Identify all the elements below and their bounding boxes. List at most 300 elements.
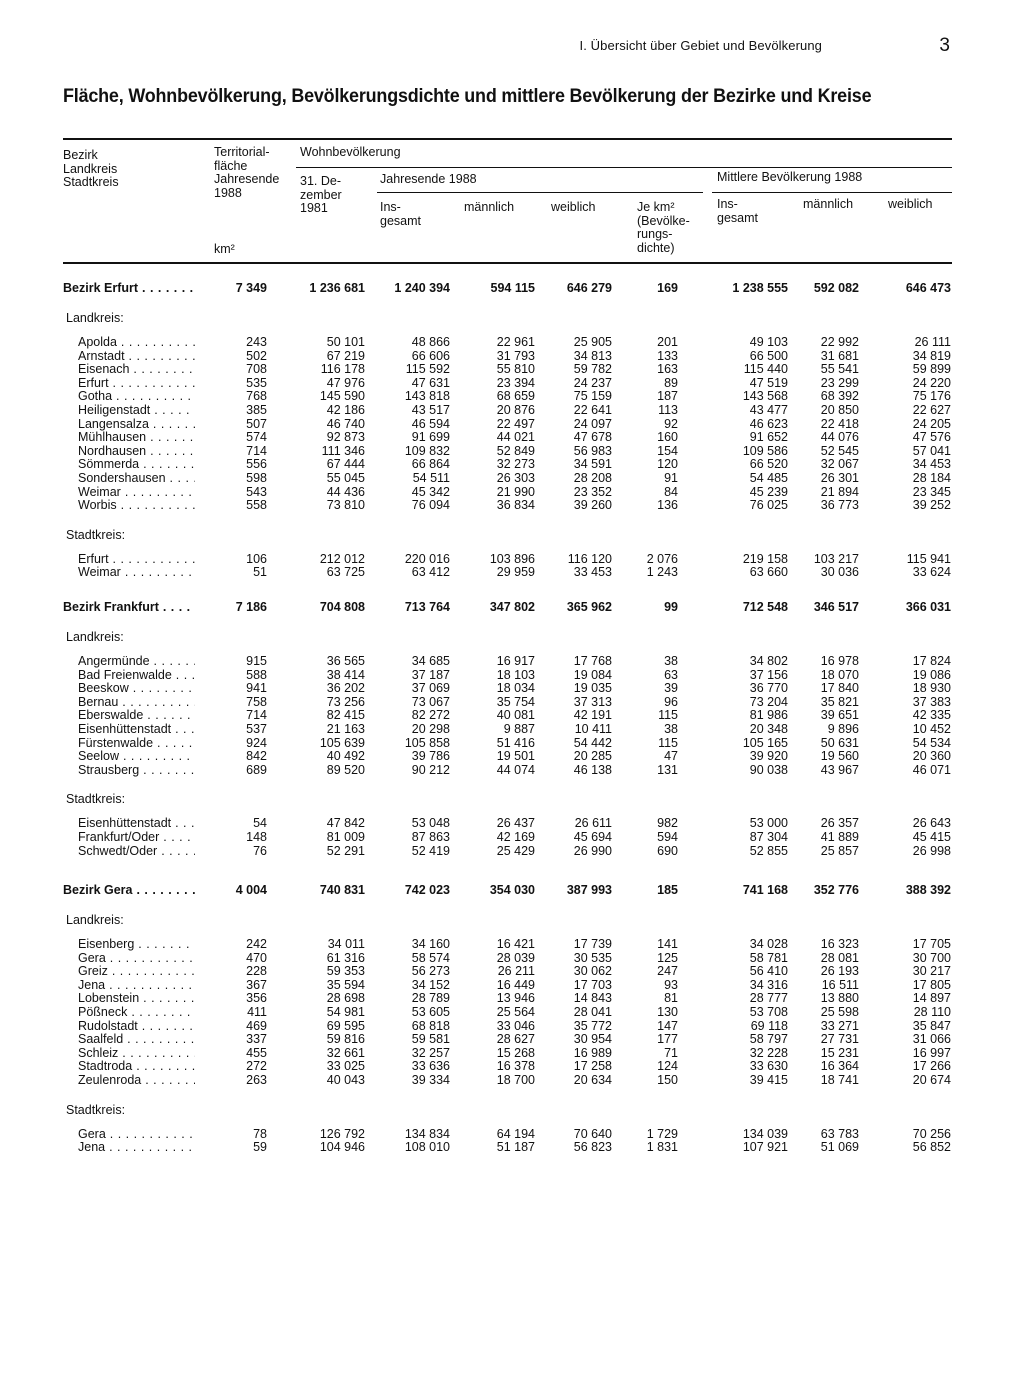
- stadtkreis-row-area: 59: [253, 1140, 267, 1155]
- landkreis-row-weiblich-1988: 34 813: [573, 348, 612, 363]
- landkreis-row-weiblich-1988: 54 442: [573, 735, 612, 750]
- stadtkreis-row-weiblich-1988: 26 611: [574, 816, 612, 831]
- landkreis-row-maennlich-1988: 22 961: [496, 335, 535, 349]
- stadtkreis-row-name: Erfurt . . .: [78, 552, 195, 566]
- landkreis-row-mittlere-maennlich: 15 231: [820, 1045, 859, 1060]
- landkreis-row-insgesamt-1988: 34 685: [411, 654, 450, 668]
- landkreis-row-maennlich-1988: 36 834: [496, 498, 535, 513]
- stadtkreis-row-insgesamt-1988: 63 412: [411, 565, 450, 580]
- landkreis-row-mittlere-insgesamt: 81 986: [749, 708, 788, 723]
- landkreis-row-insgesamt-1988: 39 786: [411, 749, 450, 764]
- landkreis-row-area: 469: [246, 1018, 267, 1033]
- landkreis-row-insgesamt-1988: 143 818: [404, 389, 450, 404]
- landkreis-row-maennlich-1988: 51 416: [496, 735, 535, 750]
- landkreis-row-dichte: 124: [657, 1059, 678, 1074]
- landkreis-row-maennlich-1988: 52 849: [496, 443, 535, 458]
- landkreis-row-name: Seelow . . .: [78, 749, 195, 763]
- stadtkreis-row-area: 76: [253, 843, 267, 858]
- landkreis-row-wohn-1981: 36 565: [326, 654, 365, 668]
- landkreis-row-area: 714: [246, 708, 267, 723]
- landkreis-row-name: Langensalza . . .: [78, 417, 195, 431]
- landkreis-row-mittlere-insgesamt: 53 708: [749, 1005, 788, 1019]
- stadtkreis-row-area: 106: [246, 551, 267, 566]
- running-head: [0, 35, 1024, 62]
- bezirk-row-maennlich-1988: 347 802: [489, 600, 535, 614]
- landkreis-row-area: 228: [246, 964, 267, 979]
- header-m-maennlich: männlich: [803, 197, 854, 211]
- landkreis-row-maennlich-1988: 26 303: [496, 471, 535, 485]
- landkreis-label: Landkreis:: [66, 630, 124, 644]
- bezirk-row-dichte: 99: [664, 600, 678, 614]
- landkreis-row-maennlich-1988: 16 378: [496, 1059, 535, 1074]
- landkreis-row-mittlere-maennlich: 25 598: [820, 1005, 859, 1019]
- landkreis-row-mittlere-weiblich: 24 205: [912, 416, 951, 431]
- landkreis-row-name: Eberswalde . . .: [78, 708, 195, 722]
- landkreis-row-insgesamt-1988: 37 069: [411, 681, 450, 696]
- landkreis-row-mittlere-weiblich: 17 824: [912, 654, 951, 668]
- landkreis-row-name: Saalfeld . . .: [78, 1032, 195, 1046]
- landkreis-row-mittlere-insgesamt: 66 500: [749, 348, 788, 363]
- header-mittlere: Mittlere Bevölkerung 1988: [717, 170, 863, 184]
- bezirk-row-mittlere-weiblich: 366 031: [905, 600, 951, 614]
- landkreis-row-wohn-1981: 47 976: [326, 375, 365, 390]
- landkreis-row-weiblich-1988: 10 411: [574, 722, 612, 736]
- landkreis-row-weiblich-1988: 17 258: [573, 1059, 612, 1074]
- landkreis-row-maennlich-1988: 40 081: [496, 708, 535, 723]
- landkreis-row-dichte: 177: [657, 1032, 678, 1047]
- bezirk-row-mittlere-weiblich: 646 473: [905, 281, 951, 295]
- stadtkreis-row-mittlere-insgesamt: 219 158: [742, 551, 788, 566]
- stadtkreis-row-maennlich-1988: 26 437: [496, 816, 535, 831]
- landkreis-row-name: Nordhausen . . .: [78, 444, 195, 458]
- landkreis-row-insgesamt-1988: 66 606: [411, 348, 450, 363]
- landkreis-row-weiblich-1988: 30 062: [573, 964, 612, 979]
- landkreis-row-maennlich-1988: 26 211: [497, 964, 535, 979]
- bezirk-row-mittlere-maennlich: 592 082: [813, 281, 859, 295]
- landkreis-row-wohn-1981: 33 025: [326, 1059, 365, 1074]
- landkreis-row-mittlere-insgesamt: 45 239: [749, 484, 788, 499]
- bezirk-row-area: 7 349: [235, 281, 267, 295]
- landkreis-row-area: 758: [246, 694, 267, 709]
- landkreis-row-maennlich-1988: 44 021: [496, 430, 535, 445]
- header-top-rule: [63, 138, 952, 140]
- landkreis-row-name: Heiligenstadt . . .: [78, 403, 195, 417]
- landkreis-row-dichte: 71: [664, 1045, 678, 1060]
- landkreis-row-mittlere-maennlich: 22 418: [820, 416, 859, 431]
- landkreis-row-mittlere-weiblich: 35 847: [912, 1018, 951, 1033]
- landkreis-row-name: Schleiz . . .: [78, 1046, 195, 1060]
- landkreis-row-wohn-1981: 67 219: [326, 348, 365, 363]
- landkreis-row-mittlere-maennlich: 36 773: [820, 498, 859, 513]
- landkreis-row-wohn-1981: 55 045: [326, 471, 365, 485]
- landkreis-row-maennlich-1988: 16 917: [496, 654, 535, 668]
- landkreis-row-maennlich-1988: 23 394: [496, 375, 535, 390]
- stadtkreis-row-maennlich-1988: 29 959: [496, 565, 535, 580]
- landkreis-row-area: 588: [246, 667, 267, 682]
- header-region: Bezirk Landkreis Stadtkreis: [63, 148, 119, 189]
- landkreis-row-mittlere-weiblich: 24 220: [912, 375, 951, 390]
- landkreis-row-insgesamt-1988: 33 636: [411, 1059, 450, 1074]
- landkreis-row-name: Jena . . .: [78, 978, 195, 992]
- stadtkreis-row-wohn-1981: 104 946: [319, 1140, 365, 1155]
- bezirk-row-dichte: 185: [657, 883, 678, 897]
- landkreis-row-wohn-1981: 46 740: [326, 416, 365, 431]
- landkreis-row-insgesamt-1988: 59 581: [411, 1032, 450, 1047]
- landkreis-row-weiblich-1988: 17 739: [573, 937, 612, 951]
- bezirk-row-maennlich-1988: 354 030: [489, 883, 535, 897]
- landkreis-row-area: 242: [246, 937, 267, 951]
- landkreis-row-maennlich-1988: 55 810: [496, 362, 535, 377]
- landkreis-row-dichte: 92: [664, 416, 678, 431]
- stadtkreis-row-weiblich-1988: 45 694: [573, 830, 612, 844]
- landkreis-row-insgesamt-1988: 90 212: [411, 762, 450, 777]
- landkreis-row-dichte: 154: [657, 443, 678, 458]
- landkreis-row-mittlere-insgesamt: 28 777: [749, 991, 788, 1006]
- stadtkreis-row-insgesamt-1988: 220 016: [404, 551, 450, 566]
- landkreis-row-weiblich-1988: 37 313: [573, 694, 612, 709]
- landkreis-row-insgesamt-1988: 73 067: [411, 694, 450, 709]
- landkreis-row-wohn-1981: 67 444: [326, 457, 365, 472]
- landkreis-row-mittlere-insgesamt: 34 316: [749, 977, 788, 992]
- landkreis-row-wohn-1981: 32 661: [326, 1045, 365, 1060]
- header-weiblich: weiblich: [551, 200, 596, 214]
- landkreis-row-mittlere-maennlich: 44 076: [820, 430, 859, 445]
- stadtkreis-row-maennlich-1988: 51 187: [496, 1140, 535, 1155]
- stadtkreis-row-mittlere-maennlich: 25 857: [820, 843, 859, 858]
- landkreis-row-mittlere-insgesamt: 105 165: [742, 735, 788, 750]
- stadtkreis-row-mittlere-weiblich: 70 256: [912, 1126, 951, 1141]
- landkreis-row-mittlere-weiblich: 42 335: [912, 708, 951, 723]
- landkreis-row-mittlere-weiblich: 34 453: [912, 457, 951, 472]
- landkreis-row-maennlich-1988: 18 103: [496, 667, 535, 682]
- landkreis-row-insgesamt-1988: 20 298: [411, 722, 450, 736]
- stadtkreis-row-name: Jena . . .: [78, 1140, 195, 1154]
- landkreis-row-mittlere-insgesamt: 69 118: [750, 1018, 788, 1033]
- landkreis-row-wohn-1981: 59 816: [326, 1032, 365, 1047]
- bezirk-row-mittlere-insgesamt: 1 238 555: [732, 281, 788, 295]
- landkreis-row-area: 470: [246, 950, 267, 965]
- landkreis-row-insgesamt-1988: 68 818: [411, 1018, 450, 1033]
- stadtkreis-row-mittlere-maennlich: 30 036: [820, 565, 859, 580]
- running-title: I. Übersicht über Gebiet und Bevölkerung: [579, 38, 822, 53]
- stadtkreis-row-insgesamt-1988: 53 048: [411, 816, 450, 831]
- landkreis-row-dichte: 160: [657, 430, 678, 445]
- landkreis-row-wohn-1981: 105 639: [319, 735, 365, 750]
- stadtkreis-row-mittlere-maennlich: 103 217: [813, 551, 859, 566]
- bezirk-row-insgesamt-1988: 1 240 394: [394, 281, 450, 295]
- landkreis-row-area: 272: [246, 1059, 267, 1074]
- landkreis-row-dichte: 38: [664, 722, 678, 736]
- landkreis-row-mittlere-insgesamt: 43 477: [749, 403, 788, 417]
- landkreis-row-dichte: 201: [657, 335, 678, 349]
- landkreis-row-wohn-1981: 92 873: [326, 430, 365, 445]
- bezirk-row-mittlere-insgesamt: 741 168: [742, 883, 788, 897]
- landkreis-row-dichte: 247: [657, 964, 678, 979]
- landkreis-label: Landkreis:: [66, 913, 124, 927]
- landkreis-row-area: 574: [246, 430, 267, 445]
- header-bottom-rule: [63, 262, 952, 264]
- landkreis-row-mittlere-maennlich: 27 731: [820, 1032, 859, 1047]
- landkreis-row-name: Gotha . . .: [78, 389, 195, 403]
- landkreis-row-mittlere-maennlich: 20 850: [820, 403, 859, 417]
- stadtkreis-row-area: 51: [253, 565, 267, 580]
- landkreis-row-mittlere-weiblich: 47 576: [912, 430, 951, 445]
- header-wohnbevoelkerung: Wohnbevölkerung: [300, 145, 401, 159]
- landkreis-row-area: 385: [246, 403, 267, 417]
- landkreis-row-mittlere-maennlich: 19 560: [820, 749, 859, 764]
- landkreis-row-weiblich-1988: 28 041: [573, 1005, 612, 1019]
- landkreis-row-mittlere-weiblich: 75 176: [912, 389, 951, 404]
- header-jahresende-1988: Jahresende 1988: [380, 172, 477, 186]
- landkreis-row-weiblich-1988: 17 768: [573, 654, 612, 668]
- landkreis-row-weiblich-1988: 20 634: [573, 1073, 612, 1087]
- stadtkreis-row-weiblich-1988: 33 453: [573, 565, 612, 580]
- landkreis-row-mittlere-maennlich: 52 545: [820, 443, 859, 458]
- landkreis-row-mittlere-weiblich: 23 345: [912, 484, 951, 499]
- stadtkreis-row-weiblich-1988: 116 120: [567, 551, 612, 566]
- landkreis-row-mittlere-maennlich: 23 299: [820, 375, 859, 390]
- landkreis-row-mittlere-insgesamt: 109 586: [742, 443, 788, 458]
- stadtkreis-row-mittlere-maennlich: 41 889: [820, 830, 859, 844]
- landkreis-row-mittlere-weiblich: 19 086: [912, 667, 951, 682]
- landkreis-row-area: 502: [246, 348, 267, 363]
- landkreis-row-name: Erfurt . . .: [78, 376, 195, 390]
- landkreis-row-dichte: 81: [664, 991, 678, 1006]
- landkreis-row-area: 263: [246, 1073, 267, 1087]
- landkreis-row-mittlere-weiblich: 20 360: [912, 749, 951, 764]
- stadtkreis-row-area: 54: [253, 816, 267, 831]
- landkreis-row-mittlere-insgesamt: 20 348: [749, 722, 788, 736]
- landkreis-row-mittlere-weiblich: 26 111: [914, 335, 951, 349]
- landkreis-row-maennlich-1988: 68 659: [496, 389, 535, 404]
- landkreis-row-mittlere-weiblich: 34 819: [912, 348, 951, 363]
- landkreis-row-mittlere-maennlich: 55 541: [820, 362, 859, 377]
- stadtkreis-row-wohn-1981: 63 725: [326, 565, 365, 580]
- landkreis-row-weiblich-1988: 23 352: [573, 484, 612, 499]
- landkreis-row-mittlere-insgesamt: 54 485: [749, 471, 788, 485]
- landkreis-row-wohn-1981: 40 043: [326, 1073, 365, 1087]
- landkreis-row-weiblich-1988: 30 954: [573, 1032, 612, 1047]
- stadtkreis-row-weiblich-1988: 56 823: [573, 1140, 612, 1155]
- landkreis-row-maennlich-1988: 9 887: [503, 722, 535, 736]
- stadtkreis-row-dichte: 1 729: [646, 1126, 678, 1141]
- header-m-weiblich: weiblich: [888, 197, 933, 211]
- landkreis-row-maennlich-1988: 31 793: [496, 348, 535, 363]
- stadtkreis-row-wohn-1981: 47 842: [326, 816, 365, 831]
- stadtkreis-row-weiblich-1988: 26 990: [573, 843, 612, 858]
- landkreis-row-maennlich-1988: 19 501: [496, 749, 535, 764]
- landkreis-row-dichte: 147: [657, 1018, 678, 1033]
- landkreis-row-maennlich-1988: 21 990: [496, 484, 535, 499]
- bezirk-row-wohn-1981: 1 236 681: [309, 281, 365, 295]
- landkreis-row-weiblich-1988: 14 843: [573, 991, 612, 1006]
- landkreis-row-dichte: 130: [657, 1005, 678, 1019]
- landkreis-row-weiblich-1988: 56 983: [573, 443, 612, 458]
- landkreis-row-maennlich-1988: 35 754: [496, 694, 535, 709]
- landkreis-row-insgesamt-1988: 34 152: [411, 977, 450, 992]
- landkreis-row-dichte: 93: [664, 977, 678, 992]
- landkreis-row-name: Fürstenwalde . . .: [78, 736, 195, 750]
- landkreis-row-mittlere-weiblich: 39 252: [912, 498, 951, 513]
- landkreis-row-weiblich-1988: 47 678: [573, 430, 612, 445]
- landkreis-row-wohn-1981: 73 810: [326, 498, 365, 513]
- landkreis-row-mittlere-maennlich: 33 271: [820, 1018, 859, 1033]
- landkreis-row-mittlere-insgesamt: 56 410: [749, 964, 788, 979]
- stadtkreis-row-mittlere-weiblich: 115 941: [906, 551, 951, 566]
- landkreis-row-insgesamt-1988: 115 592: [405, 362, 450, 377]
- stadtkreis-row-mittlere-weiblich: 26 998: [912, 843, 951, 858]
- bezirk-row-name: Bezirk Gera . . .: [63, 883, 195, 897]
- landkreis-row-insgesamt-1988: 37 187: [411, 667, 450, 682]
- landkreis-row-weiblich-1988: 24 097: [573, 416, 612, 431]
- landkreis-row-dichte: 96: [664, 694, 678, 709]
- stadtkreis-row-wohn-1981: 212 012: [319, 551, 365, 566]
- landkreis-row-mittlere-weiblich: 20 674: [912, 1073, 951, 1087]
- landkreis-row-insgesamt-1988: 28 789: [411, 991, 450, 1006]
- landkreis-row-dichte: 91: [664, 471, 678, 485]
- landkreis-row-area: 535: [246, 375, 267, 390]
- landkreis-row-mittlere-maennlich: 35 821: [820, 694, 859, 709]
- landkreis-row-dichte: 163: [657, 362, 678, 377]
- stadtkreis-row-mittlere-insgesamt: 134 039: [742, 1126, 788, 1141]
- stadtkreis-row-insgesamt-1988: 52 419: [411, 843, 450, 858]
- landkreis-row-mittlere-weiblich: 54 534: [912, 735, 951, 750]
- landkreis-row-weiblich-1988: 17 703: [573, 977, 612, 992]
- stadtkreis-row-area: 78: [253, 1126, 267, 1141]
- landkreis-row-mittlere-insgesamt: 73 204: [749, 694, 788, 709]
- landkreis-row-insgesamt-1988: 66 864: [411, 457, 450, 472]
- header-insgesamt: Ins- gesamt: [380, 200, 421, 228]
- landkreis-row-mittlere-insgesamt: 36 770: [749, 681, 788, 696]
- stadtkreis-row-wohn-1981: 81 009: [326, 830, 365, 844]
- landkreis-row-area: 507: [246, 416, 267, 431]
- table-title: Fläche, Wohnbevölkerung, Bevölkerungsdichte und mittlere Bevölkerung der Bezirke und Kreise: [63, 85, 872, 107]
- header-dichte: Je km² (Bevölke- rungs- dichte): [637, 200, 690, 255]
- landkreis-row-wohn-1981: 35 594: [326, 977, 365, 992]
- bezirk-row-maennlich-1988: 594 115: [490, 281, 535, 295]
- landkreis-row-area: 543: [246, 484, 267, 499]
- landkreis-row-name: Arnstadt . . .: [78, 349, 195, 363]
- landkreis-row-wohn-1981: 42 186: [326, 403, 365, 417]
- landkreis-row-mittlere-maennlich: 50 631: [820, 735, 859, 750]
- landkreis-row-maennlich-1988: 20 876: [496, 403, 535, 417]
- landkreis-row-wohn-1981: 145 590: [319, 389, 365, 404]
- landkreis-row-weiblich-1988: 20 285: [573, 749, 612, 764]
- landkreis-row-weiblich-1988: 25 905: [573, 335, 612, 349]
- landkreis-row-dichte: 84: [664, 484, 678, 499]
- stadtkreis-row-mittlere-insgesamt: 53 000: [749, 816, 788, 831]
- landkreis-row-maennlich-1988: 33 046: [496, 1018, 535, 1033]
- landkreis-row-mittlere-maennlich: 16 511: [821, 977, 859, 992]
- stadtkreis-row-mittlere-maennlich: 63 783: [820, 1126, 859, 1141]
- landkreis-row-insgesamt-1988: 53 605: [411, 1005, 450, 1019]
- landkreis-row-name: Sondershausen . . .: [78, 471, 195, 485]
- landkreis-row-name: Beeskow . . .: [78, 681, 195, 695]
- landkreis-row-mittlere-insgesamt: 39 920: [749, 749, 788, 764]
- landkreis-row-mittlere-maennlich: 32 067: [820, 457, 859, 472]
- stadtkreis-row-name: Gera . . .: [78, 1127, 195, 1141]
- landkreis-label: Landkreis:: [66, 311, 124, 325]
- landkreis-row-mittlere-insgesamt: 90 038: [749, 762, 788, 777]
- landkreis-row-mittlere-weiblich: 17 705: [912, 937, 951, 951]
- stadtkreis-row-mittlere-insgesamt: 52 855: [749, 843, 788, 858]
- stadtkreis-row-maennlich-1988: 103 896: [489, 551, 535, 566]
- landkreis-row-wohn-1981: 50 101: [326, 335, 365, 349]
- stadtkreis-row-name: Schwedt/Oder . . .: [78, 844, 195, 858]
- landkreis-row-insgesamt-1988: 46 594: [411, 416, 450, 431]
- landkreis-row-dichte: 39: [664, 681, 678, 696]
- landkreis-row-name: Pößneck . . .: [78, 1005, 195, 1019]
- landkreis-row-area: 768: [246, 389, 267, 404]
- bezirk-row-weiblich-1988: 646 279: [566, 281, 612, 295]
- header-mittlere-rule: [712, 192, 952, 193]
- landkreis-row-insgesamt-1988: 105 858: [404, 735, 450, 750]
- landkreis-row-weiblich-1988: 24 237: [573, 375, 612, 390]
- landkreis-row-mittlere-insgesamt: 34 028: [749, 937, 788, 951]
- landkreis-row-name: Eisenhüttenstadt . . .: [78, 722, 195, 736]
- landkreis-row-weiblich-1988: 35 772: [573, 1018, 612, 1033]
- landkreis-row-mittlere-maennlich: 16 323: [820, 937, 859, 951]
- landkreis-row-mittlere-maennlich: 16 978: [820, 654, 859, 668]
- landkreis-row-wohn-1981: 28 698: [326, 991, 365, 1006]
- landkreis-row-dichte: 125: [657, 950, 678, 965]
- header-maennlich: männlich: [464, 200, 515, 214]
- landkreis-row-mittlere-maennlich: 17 840: [820, 681, 859, 696]
- stadtkreis-row-maennlich-1988: 42 169: [496, 830, 535, 844]
- landkreis-row-mittlere-maennlich: 39 651: [820, 708, 859, 723]
- header-1988-rule: [377, 192, 703, 193]
- landkreis-row-weiblich-1988: 28 208: [573, 471, 612, 485]
- landkreis-row-mittlere-maennlich: 26 301: [820, 471, 859, 485]
- landkreis-row-area: 537: [246, 722, 267, 736]
- stadtkreis-row-mittlere-maennlich: 26 357: [820, 816, 859, 831]
- stadtkreis-row-dichte: 2 076: [646, 551, 678, 566]
- landkreis-row-insgesamt-1988: 56 273: [411, 964, 450, 979]
- stadtkreis-row-insgesamt-1988: 108 010: [404, 1140, 450, 1155]
- landkreis-row-wohn-1981: 116 178: [320, 362, 365, 377]
- landkreis-row-name: Worbis . . .: [78, 498, 195, 512]
- landkreis-row-wohn-1981: 54 981: [326, 1005, 365, 1019]
- landkreis-row-dichte: 89: [664, 375, 678, 390]
- stadtkreis-row-dichte: 1 243: [646, 565, 678, 580]
- stadtkreis-row-name: Frankfurt/Oder . . .: [78, 830, 195, 844]
- bezirk-row-mittlere-maennlich: 346 517: [813, 600, 859, 614]
- bezirk-row-mittlere-weiblich: 388 392: [905, 883, 951, 897]
- landkreis-row-mittlere-weiblich: 30 700: [912, 950, 951, 965]
- stadtkreis-row-name: Eisenhüttenstadt . . .: [78, 816, 195, 830]
- header-m-insgesamt: Ins- gesamt: [717, 197, 758, 225]
- landkreis-row-name: Angermünde . . .: [78, 654, 195, 668]
- landkreis-row-weiblich-1988: 39 260: [573, 498, 612, 513]
- landkreis-row-wohn-1981: 73 256: [326, 694, 365, 709]
- landkreis-row-insgesamt-1988: 43 517: [411, 403, 450, 417]
- landkreis-row-insgesamt-1988: 39 334: [411, 1073, 450, 1087]
- landkreis-row-mittlere-weiblich: 57 041: [912, 443, 951, 458]
- landkreis-row-weiblich-1988: 59 782: [573, 362, 612, 377]
- bezirk-row-wohn-1981: 740 831: [319, 883, 365, 897]
- stadtkreis-row-weiblich-1988: 70 640: [573, 1126, 612, 1141]
- header-area: Territorial- fläche Jahresende 1988: [214, 145, 280, 200]
- landkreis-row-weiblich-1988: 19 035: [573, 681, 612, 696]
- landkreis-row-area: 243: [246, 335, 267, 349]
- landkreis-row-maennlich-1988: 44 074: [496, 762, 535, 777]
- landkreis-row-area: 455: [246, 1045, 267, 1060]
- landkreis-row-weiblich-1988: 46 138: [573, 762, 612, 777]
- landkreis-row-dichte: 47: [664, 749, 678, 764]
- stadtkreis-row-wohn-1981: 126 792: [319, 1126, 365, 1141]
- landkreis-row-mittlere-maennlich: 18 741: [820, 1073, 859, 1087]
- landkreis-row-mittlere-insgesamt: 33 630: [749, 1059, 788, 1074]
